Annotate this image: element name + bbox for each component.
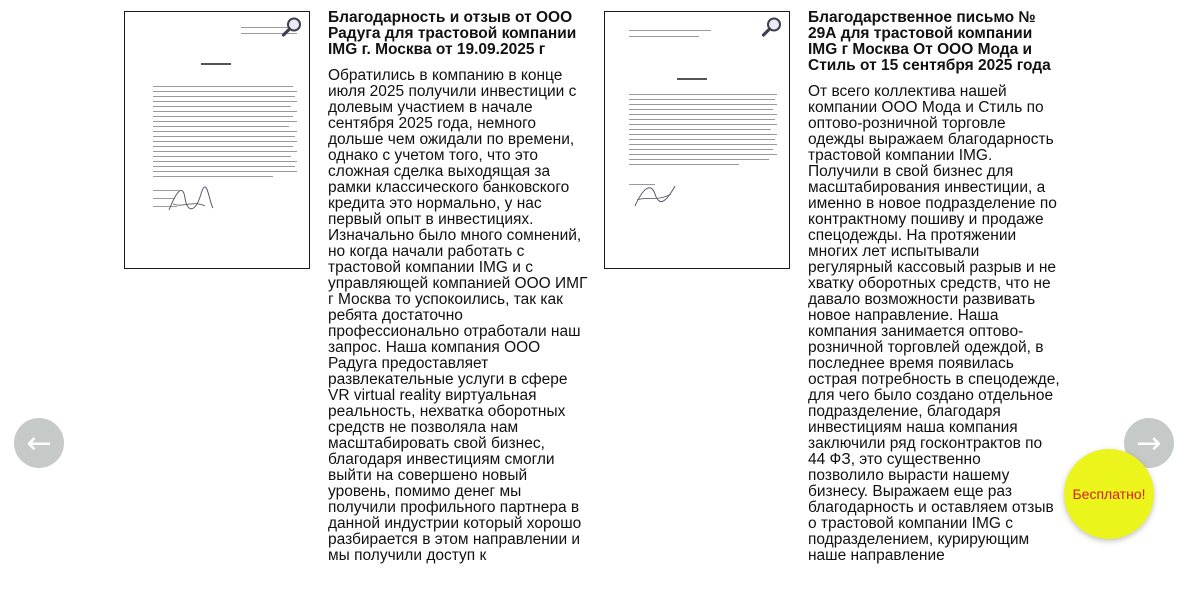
signature-icon (165, 180, 215, 220)
signature-icon (631, 174, 681, 214)
free-button-label: Бесплатно! (1072, 486, 1146, 502)
prev-arrow-button[interactable] (14, 418, 64, 468)
arrow-right-icon: → (1136, 425, 1162, 461)
arrow-left-icon: ← (26, 425, 52, 461)
free-consultation-button[interactable] (1064, 449, 1154, 539)
review-title: Благодарность и отзыв от ООО Радуга для трастовой компании IMG г. Москва от 19.09.2025 г (328, 9, 577, 58)
review-document-thumbnail[interactable] (604, 11, 790, 269)
magnifier-icon[interactable] (281, 16, 303, 38)
review-text: Обратились в компанию в конце июля 2025 получили инвестиции с долевым участием в начале сентября 2025 года, немного дольше чем ожидали по времени, однако с учетом того, что это сложная сделка выходящая за рамки классического банковского кредита это нормально, у нас первый опыт в инвестициях. Изначально было много сомнений, но когда начали работать с трастовой компании IMG и с управляющей компанией ООО ИМГ г Москва то успокоились, так как ребята достаточно профессионально отработали наш запрос. Наша компания ООО Радуга предоставляет развлекательные услуги в сфере VR virtual reality виртуальная реальность, нехватка оборотных средств не позволяла нам масштабировать свой бизнес, благодаря инвестициям смогли выйти на совершено новый уровень, помимо денег мы получили профильного партнера в данной индустрии который хорошо разбирается в этом направлении и мы получили доступ к (328, 68, 588, 564)
magnifier-icon[interactable] (761, 16, 783, 38)
review-text: От всего коллектива нашей компании ООО Мода и Стиль по оптово-розничной торговле одежды выражаем благодарность трастовой компании IMG. Получили в свой бизнес для масштабирования инвестиции, а именно в новое подразделение по контрактному пошиву и продаже спецодежды. На протяжении многих лет испытывали регулярный кассовый разрыв и не хватку оборотных средств, что не давало возможности развивать новое направление. Наша компания занимается оптово-розничной торговлей одеждой, в последнее время появилась острая потребность в спецодежде, для чего было создано отдельное подразделение, благодаря инвестициям наша компания заключили ряд госконтрактов по 44 ФЗ, это существенно позволило вырасти нашему бизнесу. Выражаем еще раз благодарность и оставляем отзыв о трастовой компании IMG с подразделением, курирующим наше направление (808, 84, 1060, 564)
review-document-thumbnail[interactable] (124, 11, 310, 269)
review-title: Благодарственное письмо № 29А для трастовой компании IMG г Москва От ООО Мода и Стиль от 15 сентября 2025 года (808, 9, 1051, 74)
